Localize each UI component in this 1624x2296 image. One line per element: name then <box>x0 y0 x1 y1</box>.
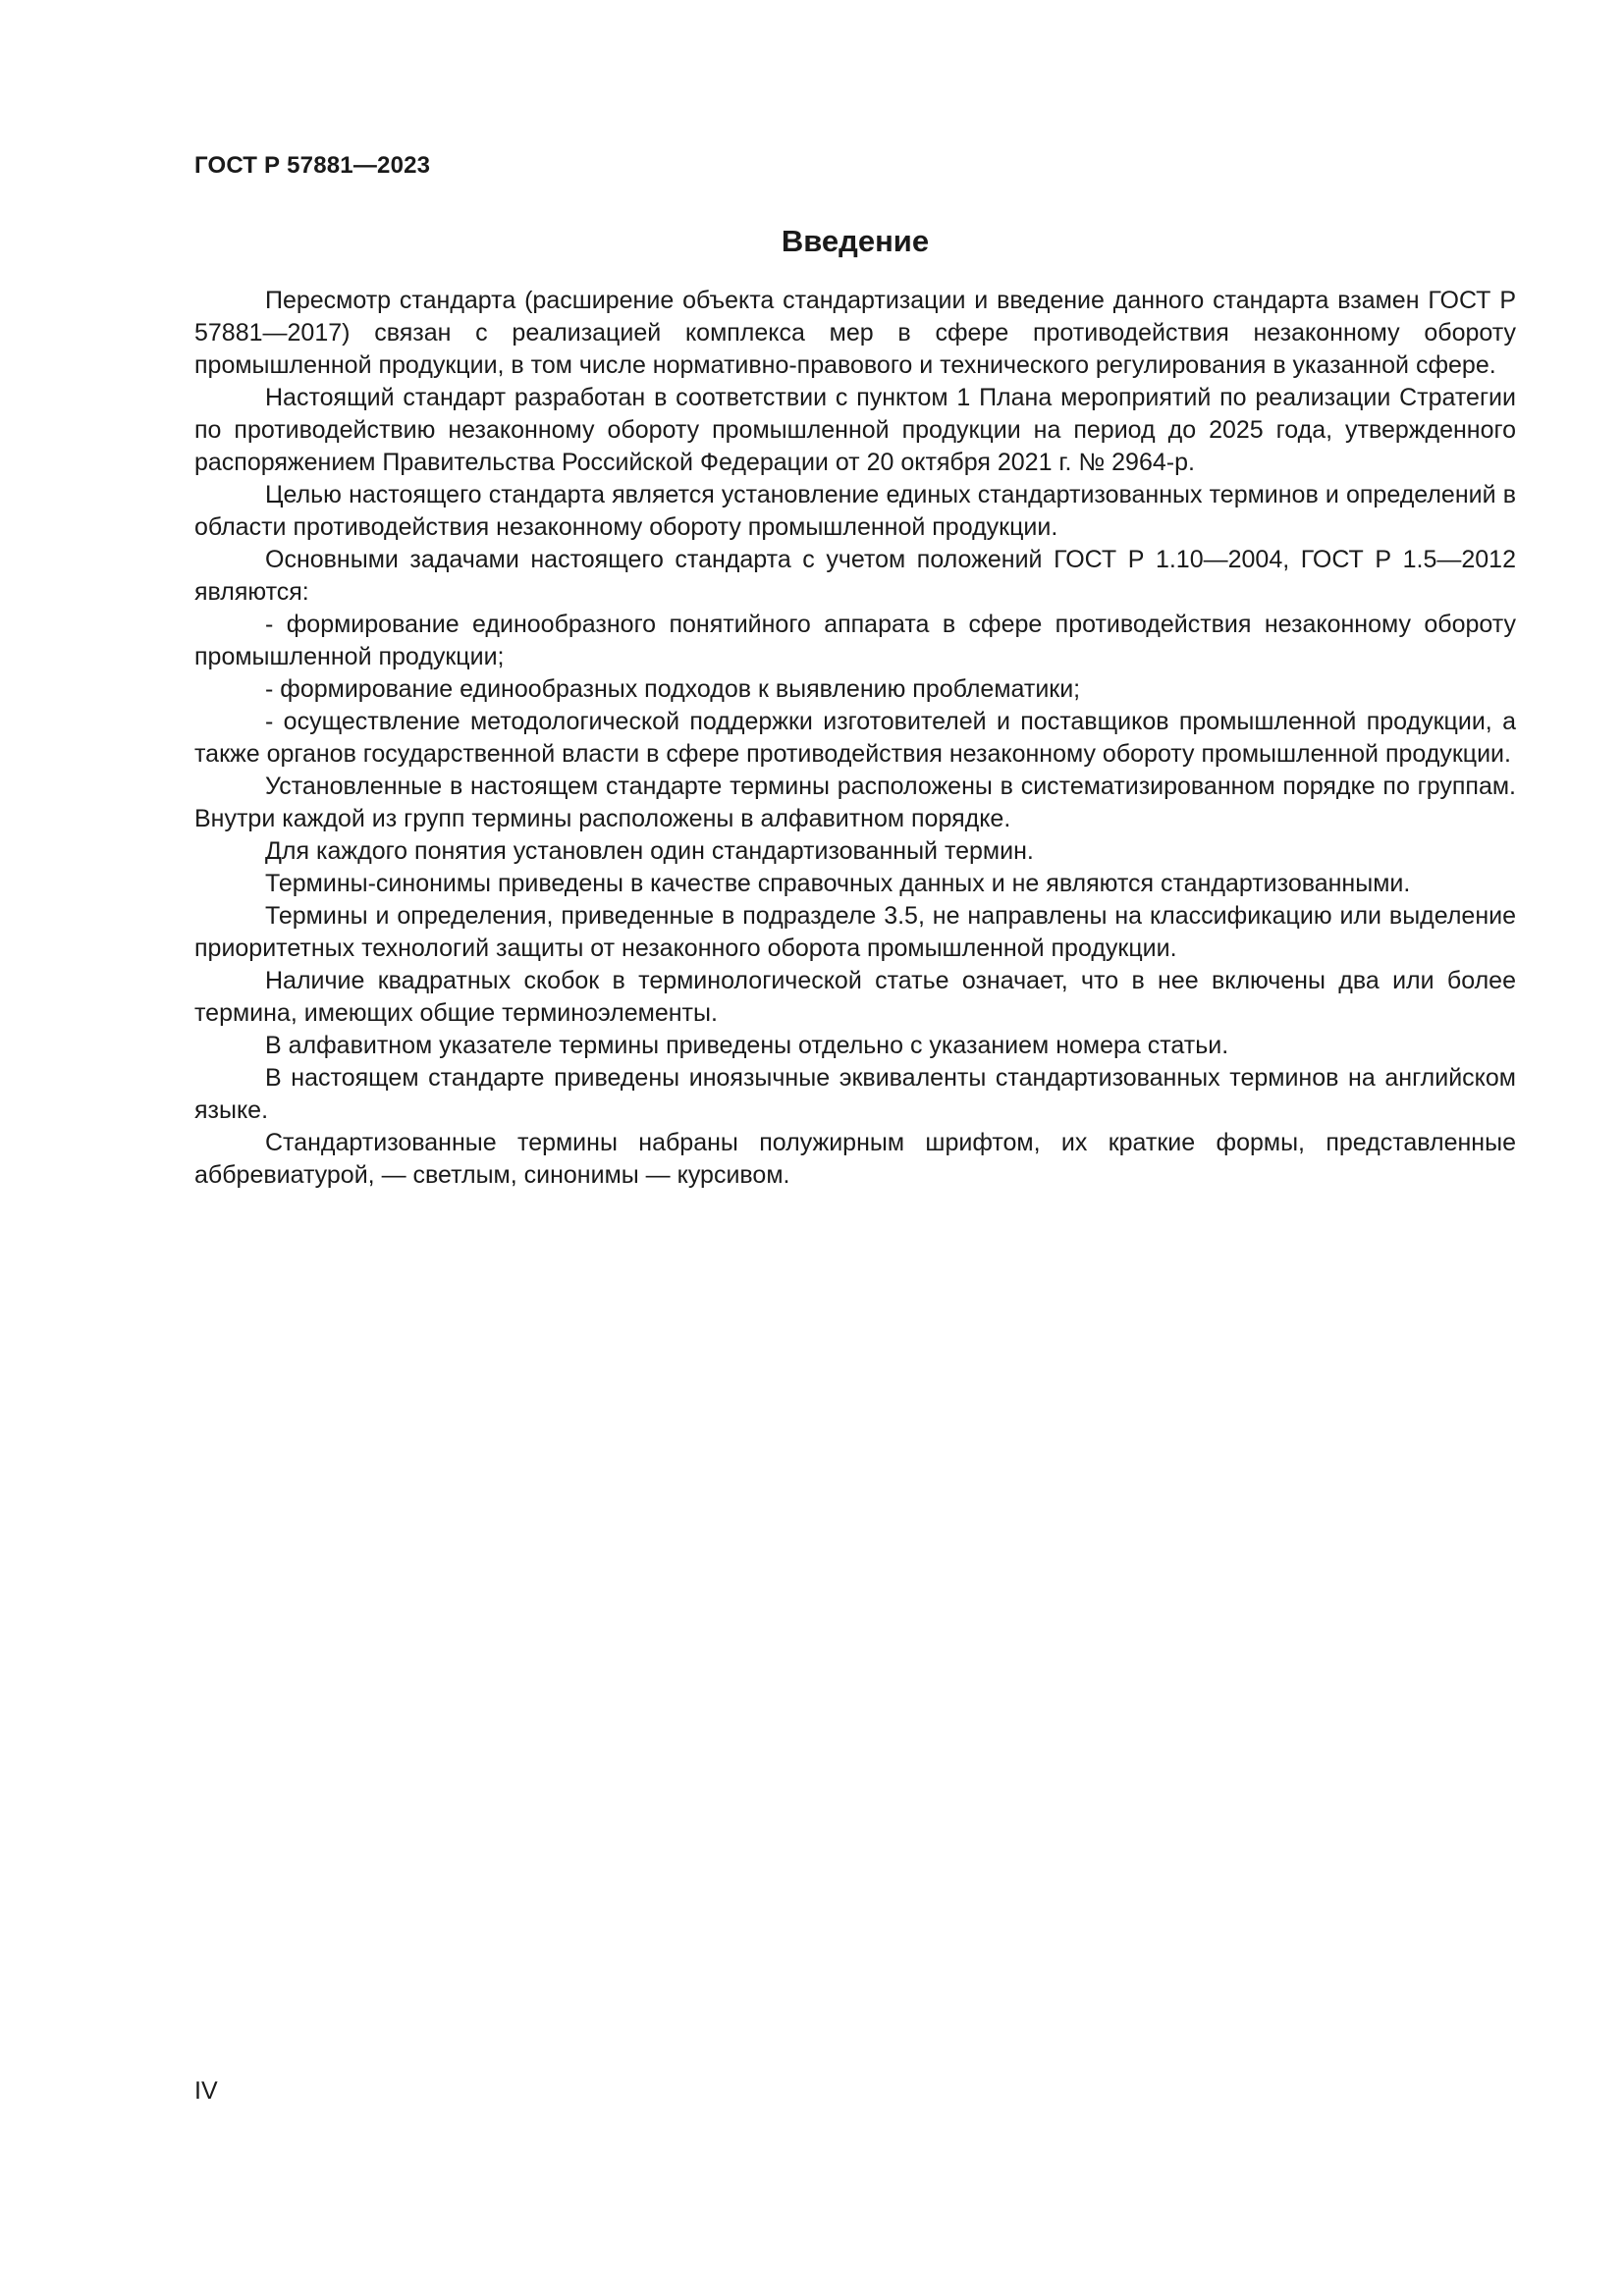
paragraph: Настоящий стандарт разработан в соответствии с пунктом 1 Плана мероприятий по реализации Стратегии по противодействию незаконному обороту промышленной продукции на период до 2025 года, утвержденного распоряжением Правительства Российской Федерации от 20 октября 2021 г. № 2964-р. <box>194 384 1516 476</box>
paragraph: Целью настоящего стандарта является установление единых стандартизованных терминов и определений в области противодействия незаконному обороту промышленной продукции. <box>194 481 1516 541</box>
paragraph: В алфавитном указателе термины приведены отдельно с указанием номера статьи. <box>265 1032 1229 1059</box>
list-item: - формирование единообразного понятийного аппарата в сфере противодействия незаконному обороту промышленной продукции; <box>194 611 1516 670</box>
page-number: IV <box>194 2077 218 2105</box>
paragraph: Термины и определения, приведенные в подразделе 3.5, не направлены на классификацию или выделение приоритетных технологий защиты от незаконного оборота промышленной продукции. <box>194 902 1516 962</box>
paragraph: Основными задачами настоящего стандарта с учетом положений ГОСТ Р 1.10—2004, ГОСТ Р 1.5—2012 являются: <box>194 546 1516 606</box>
paragraph: Для каждого понятия установлен один стандартизованный термин. <box>265 837 1034 865</box>
list-item: - осуществление методологической поддержки изготовителей и поставщиков промышленной продукции, а также органов государственной власти в сфере противодействия незаконному обороту промышленной продукции. <box>194 708 1516 768</box>
document-body <box>194 285 1516 1192</box>
paragraph: Наличие квадратных скобок в терминологической статье означает, что в нее включены два или более термина, имеющих общие терминоэлементы. <box>194 967 1516 1027</box>
document-header: ГОСТ Р 57881—2023 <box>194 152 431 179</box>
section-title: Введение <box>781 224 930 258</box>
paragraph: Стандартизованные термины набраны полужирным шрифтом, их краткие формы, представленные аббревиатурой, — светлым, синонимы — курсивом. <box>194 1129 1516 1189</box>
paragraph: Термины-синонимы приведены в качестве справочных данных и не являются стандартизованными. <box>265 870 1411 897</box>
list-item: - формирование единообразных подходов к выявлению проблематики; <box>265 675 1081 703</box>
paragraph: В настоящем стандарте приведены иноязычные эквиваленты стандартизованных терминов на английском языке. <box>194 1064 1516 1124</box>
paragraph: Пересмотр стандарта (расширение объекта стандартизации и введение данного стандарта взамен ГОСТ Р 57881—2017) связан с реализацией комплекса мер в сфере противодействия незаконному обороту промышленной продукции, в том числе нормативно-правового и технического регулирования в указанной сфере. <box>194 287 1516 379</box>
paragraph: Установленные в настоящем стандарте термины расположены в систематизированном порядке по группам. Внутри каждой из групп термины расположены в алфавитном порядке. <box>194 773 1516 832</box>
